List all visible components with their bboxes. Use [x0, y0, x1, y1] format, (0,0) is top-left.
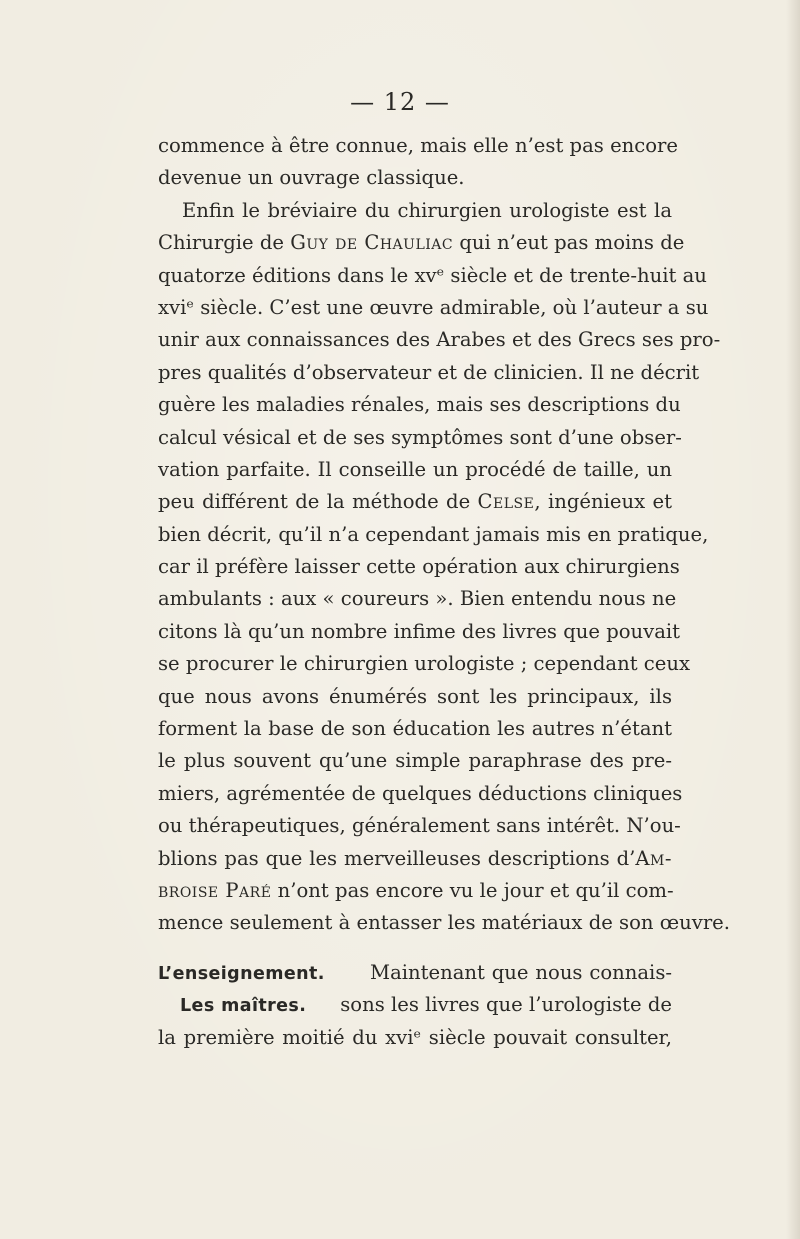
page-number: — 12 — — [350, 88, 450, 116]
text-line: Chirurgie de Guy de Chauliac qui n’eut pas moins de — [158, 231, 685, 255]
text-line: car il préfère laisser cette opération aux chirurgiens — [158, 555, 680, 579]
section-row — [158, 957, 672, 989]
text-line: quatorze éditions dans le xvᵉ siècle et de trente-huit au — [158, 263, 707, 287]
text-line: blions pas que les merveilleuses descriptions d’Am- — [158, 846, 672, 870]
text-line: sons les livres que l’urologiste de — [340, 993, 672, 1017]
author-name-ambroise-pare-part1: Am- — [635, 846, 672, 870]
text-line: le plus souvent qu’une simple paraphrase des pre- — [158, 749, 672, 773]
section-enseignement — [158, 957, 672, 1054]
author-name-ambroise-pare-part2: broise Paré — [158, 878, 272, 902]
text-line: unir aux connaissances des Arabes et des Grecs ses pro- — [158, 328, 721, 352]
text-line: devenue un ouvrage classique. — [158, 166, 465, 190]
text-line: forment la base de son éducation les autres n’étant — [158, 717, 672, 741]
text-line: bien décrit, qu’il n’a cependant jamais mis en pratique, — [158, 522, 709, 546]
text-line: ou thérapeutiques, généralement sans intérêt. N’ou- — [158, 814, 681, 838]
text-line: se procurer le chirurgien urologiste ; cependant ceux — [158, 652, 691, 676]
text-line: calcul vésical et de ses symptômes sont d’une obser- — [158, 425, 682, 449]
text-line: commence à être connue, mais elle n’est pas encore — [158, 134, 679, 157]
text-line: que nous avons énumérés sont les principaux, ils — [158, 684, 672, 708]
text-line: peu différent de la méthode de Celse, ingénieux et — [158, 490, 672, 514]
text-line: citons là qu’un nombre infime des livres que pouvait — [158, 619, 681, 643]
main-text — [158, 130, 731, 940]
text-line: la première moitié du xviᵉ siècle pouvait consulter, — [158, 1025, 672, 1049]
author-name-guy-de-chauliac: Guy de Chauliac — [290, 231, 454, 255]
text-line: Maintenant que nous connais- — [370, 961, 672, 984]
text-line: miers, agrémentée de quelques déductions cliniques — [158, 781, 683, 805]
author-name-celse: Celse — [477, 490, 535, 514]
page-edge-shadow — [786, 0, 800, 1239]
text-line: ambulants : aux « coureurs ». Bien entendu nous ne — [158, 587, 677, 611]
text-line: mence seulement à entasser les matériaux de son œuvre. — [158, 911, 731, 935]
margin-heading-enseignement: L’enseignement. — [158, 964, 325, 984]
margin-heading-maitres: Les maîtres. — [180, 996, 307, 1017]
text-line: vation parfaite. Il conseille un procédé de taille, un — [158, 457, 672, 481]
text-line: xviᵉ siècle. C’est une œuvre admirable, où l’auteur a su — [158, 295, 709, 319]
text-line: broise Paré n’ont pas encore vu le jour et qu’il com- — [158, 878, 674, 902]
section-row — [158, 989, 672, 1021]
text-line: guère les maladies rénales, mais ses descriptions du — [158, 393, 681, 417]
text-line: pres qualités d’observateur et de clinicien. Il ne décrit — [158, 360, 700, 384]
text-line: Enfin le bréviaire du chirurgien urologiste est la — [182, 198, 672, 222]
